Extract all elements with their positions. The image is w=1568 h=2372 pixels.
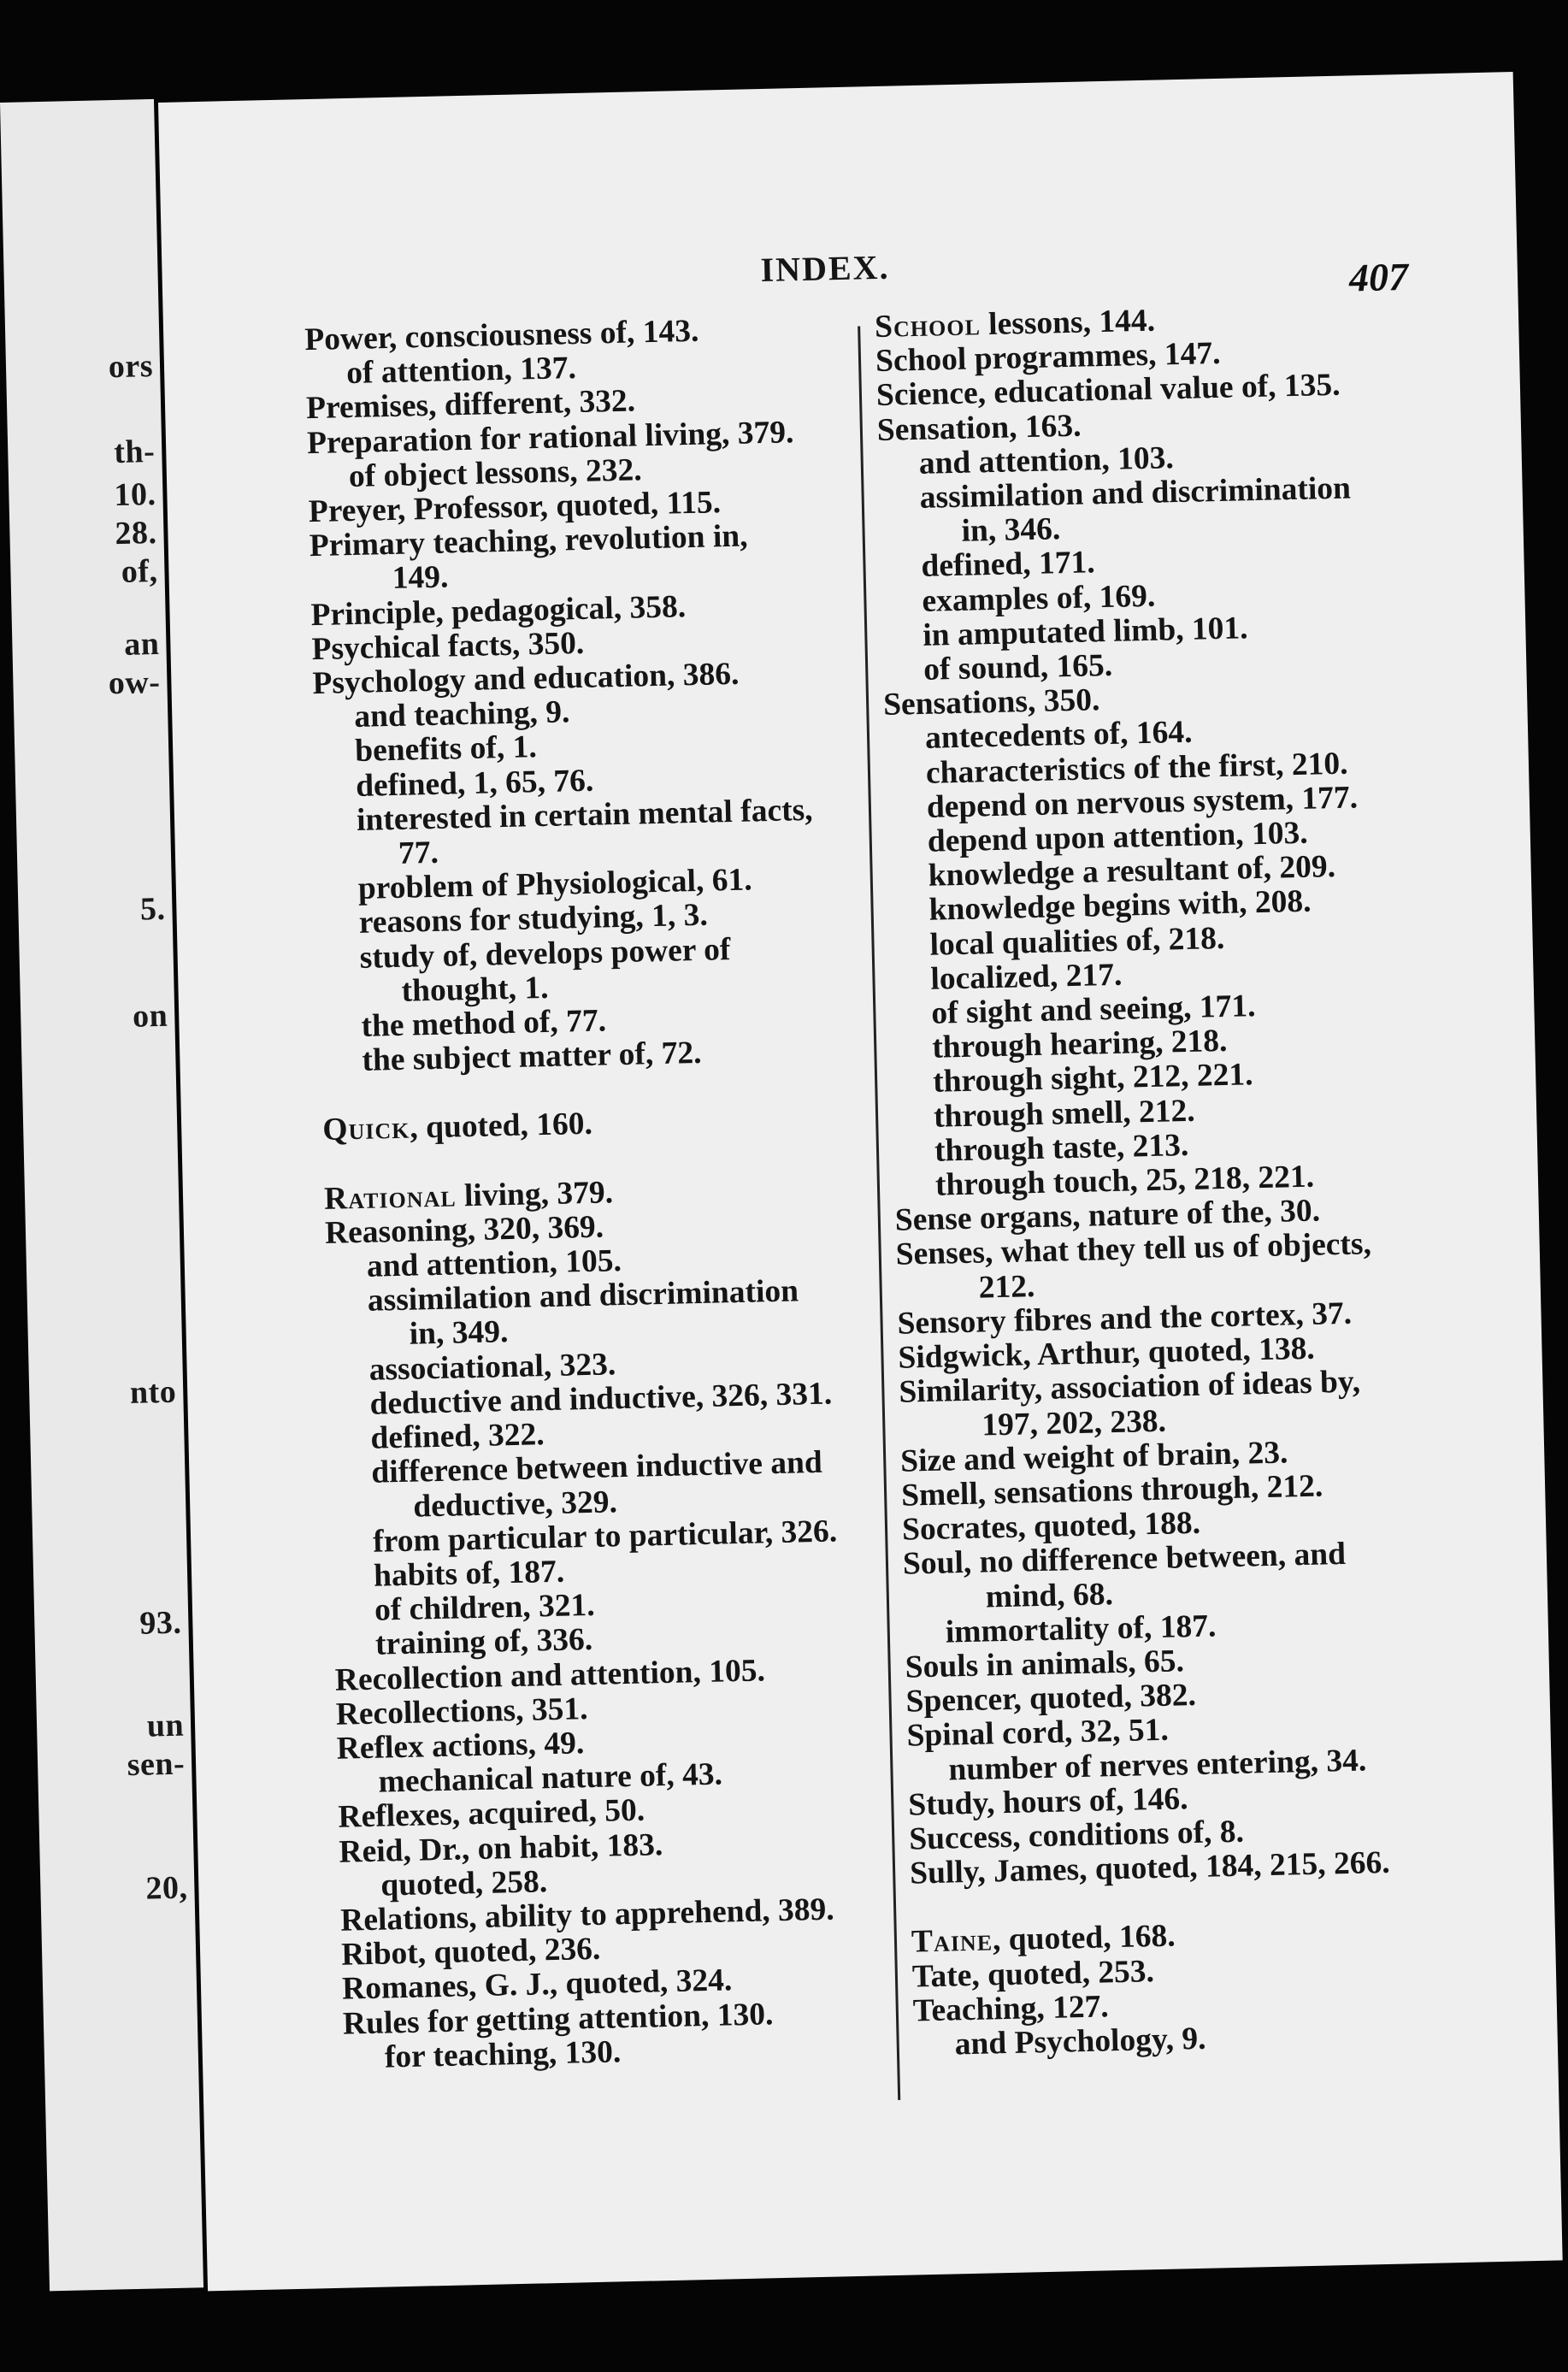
index-entry: Spinal cord, 32, 51. <box>906 1713 1170 1754</box>
index-subentry: knowledge a resultant of, 209. <box>928 849 1336 894</box>
index-subentry: defined, 322. <box>370 1417 545 1456</box>
index-entry-rest: lessons, 144. <box>980 303 1156 343</box>
left-page-fragment: th- <box>113 433 156 471</box>
index-subentry: thought, 1. <box>401 970 549 1009</box>
running-head: INDEX. <box>760 247 890 290</box>
index-entry: Premises, different, 332. <box>305 383 636 427</box>
index-subentry: 149. <box>392 559 449 597</box>
index-subentry: benefits of, 1. <box>354 729 538 770</box>
index-subentry: number of nerves entering, 34. <box>948 1742 1367 1788</box>
index-entry: Smell, sensations through, 212. <box>900 1468 1323 1513</box>
index-entry: Principle, pedagogical, 358. <box>310 588 687 633</box>
index-entry: Reflexes, acquired, 50. <box>338 1792 645 1836</box>
index-subentry: localized, 217. <box>930 957 1123 997</box>
index-entry: Size and weight of brain, 23. <box>899 1435 1288 1479</box>
index-subentry: from particular to particular, 326. <box>372 1513 838 1560</box>
index-subentry: defined, 1, 65, 76. <box>355 763 594 804</box>
index-entry: Primary teaching, revolution in, <box>309 518 748 564</box>
index-subentry: characteristics of the first, 210. <box>925 746 1348 791</box>
left-page-fragment: un <box>146 1707 185 1744</box>
index-entry: Recollection and attention, 105. <box>334 1652 766 1698</box>
index-entry: Sensation, 163. <box>876 408 1082 448</box>
index-subentry: in, 349. <box>409 1314 509 1353</box>
index-subentry: study of, develops power of <box>359 931 731 976</box>
index-subentry: through hearing, 218. <box>931 1024 1228 1066</box>
left-page-fragment: of, <box>121 552 158 590</box>
index-subentry: deductive, 329. <box>412 1484 618 1525</box>
index-entry: Reid, Dr., on habit, 183. <box>339 1826 663 1870</box>
index-subentry: 77. <box>398 835 439 871</box>
index-entry: Socrates, quoted, 188. <box>901 1505 1201 1548</box>
left-page-fragment: 28. <box>114 514 157 552</box>
left-page-fragment: sen- <box>127 1745 186 1784</box>
index-subentry: local qualities of, 218. <box>929 920 1225 963</box>
index-entry: Power, consciousness of, 143. <box>304 313 699 358</box>
index-subentry: associational, 323. <box>368 1346 616 1388</box>
index-subentry: and attention, 103. <box>918 440 1175 481</box>
index-entry: Souls in animals, 65. <box>905 1643 1185 1685</box>
index-subentry: antecedents of, 164. <box>924 715 1193 757</box>
index-entry: Romanes, G. J., quoted, 324. <box>341 1962 733 2008</box>
index-entry: Sensations, 350. <box>882 682 1100 723</box>
index-subentry: depend upon attention, 103. <box>927 815 1309 859</box>
index-entry: Similarity, association of ideas by, <box>898 1364 1361 1411</box>
index-subentry: interested in certain mental facts, <box>356 792 813 838</box>
index-subentry: difference between inductive and <box>370 1445 823 1491</box>
index-subentry: through smell, 212. <box>933 1093 1196 1135</box>
index-column-right <box>875 298 1461 2063</box>
index-subentry: problem of Physiological, 61. <box>357 862 753 907</box>
index-page <box>158 72 1563 2291</box>
index-subentry: mind, 68. <box>985 1576 1114 1615</box>
index-entry: Sully, James, quoted, 184, 215, 266. <box>909 1844 1391 1891</box>
index-entry: Relations, ability to apprehend, 389. <box>339 1891 835 1938</box>
index-entry: Teaching, 127. <box>912 1989 1110 2029</box>
left-page-fragment: ow- <box>108 664 161 702</box>
page-number: 407 <box>1348 254 1409 300</box>
index-entry: Rules for getting attention, 130. <box>342 1996 774 2042</box>
index-subentry: of object lessons, 232. <box>348 452 643 494</box>
index-subentry: 212. <box>978 1268 1035 1306</box>
index-entry: School programmes, 147. <box>875 336 1221 380</box>
left-page-fragment: an <box>123 625 160 663</box>
index-subentry: defined, 171. <box>921 545 1096 585</box>
index-subentry: 197, 202, 238. <box>981 1403 1167 1443</box>
index-subentry: the method of, 77. <box>361 1003 607 1044</box>
index-entry: Senses, what they tell us of objects, <box>895 1226 1372 1273</box>
left-page-fragment: ors <box>108 348 154 386</box>
left-page-fragment: nto <box>129 1373 177 1411</box>
index-subentry: through touch, 25, 218, 221. <box>934 1159 1315 1203</box>
left-page-fragment: 93. <box>139 1604 182 1642</box>
index-subentry: of attention, 137. <box>345 351 577 392</box>
index-column-left <box>304 311 891 2076</box>
index-entry: Sidgwick, Arthur, quoted, 138. <box>898 1331 1316 1376</box>
index-entry: Psychical facts, 350. <box>311 625 585 667</box>
index-letter-lead: Rational <box>323 1178 457 1217</box>
index-entry: Sensory fibres and the cortex, 37. <box>897 1295 1353 1342</box>
index-entry: Soul, no difference between, and <box>902 1537 1347 1582</box>
index-entry: Ribot, quoted, 236. <box>340 1931 601 1973</box>
index-subentry: in, 346. <box>961 511 1061 550</box>
index-entry: Spencer, quoted, 382. <box>905 1678 1197 1720</box>
index-subentry: immortality of, 187. <box>945 1608 1217 1650</box>
left-page-fragment: on <box>132 997 168 1035</box>
index-entry: Preparation for rational living, 379. <box>306 414 794 461</box>
index-subentry: knowledge begins with, 208. <box>928 884 1312 929</box>
left-page-fragment: 5. <box>139 890 166 928</box>
index-subentry: in amputated limb, 101. <box>922 611 1249 653</box>
index-subentry: assimilation and discrimination <box>919 470 1352 516</box>
index-subentry: and teaching, 9. <box>353 694 570 735</box>
index-entry: Reflex actions, 49. <box>336 1726 585 1767</box>
index-subentry: the subject matter of, 72. <box>362 1036 702 1079</box>
index-subentry: and attention, 105. <box>366 1243 622 1284</box>
left-page-fragment: 20, <box>144 1869 188 1907</box>
index-subentry: mechanical nature of, 43. <box>378 1756 723 1800</box>
index-subentry: deductive and inductive, 326, 331. <box>369 1376 833 1422</box>
index-letter-lead: Taine <box>911 1922 993 1960</box>
index-subentry: for teaching, 130. <box>384 2034 622 2075</box>
index-entry: Reasoning, 320, 369. <box>324 1209 604 1251</box>
index-entry: Preyer, Professor, quoted, 115. <box>308 485 722 530</box>
index-subentry: through taste, 213. <box>934 1127 1189 1169</box>
index-subentry: depend on nervous system, 177. <box>926 780 1359 825</box>
index-entry: Science, educational value of, 135. <box>875 368 1341 414</box>
index-entry: Success, conditions of, 8. <box>908 1814 1245 1857</box>
index-subentry: through sight, 212, 221. <box>932 1057 1253 1100</box>
index-subentry: of children, 321. <box>374 1587 596 1628</box>
index-subentry: assimilation and discrimination <box>367 1273 799 1319</box>
index-entry: Sense organs, nature of the, 30. <box>894 1193 1321 1239</box>
index-subentry: habits of, 187. <box>373 1554 565 1594</box>
index-entry: Psychology and education, 386. <box>311 656 740 702</box>
index-subentry: of sight and seeing, 171. <box>930 988 1256 1031</box>
index-letter-lead: Quick <box>321 1111 410 1148</box>
index-subentry: and Psychology, 9. <box>954 2021 1206 2062</box>
index-subentry: examples of, 169. <box>921 578 1156 619</box>
index-entry-rest: , quoted, 168. <box>992 1918 1176 1958</box>
index-entry-rest: , quoted, 160. <box>409 1106 593 1147</box>
left-page-fragment: 10. <box>113 475 156 514</box>
index-subentry: quoted, 258. <box>380 1863 548 1903</box>
index-entry: Study, hours of, 146. <box>907 1780 1188 1823</box>
index-subentry: of sound, 165. <box>923 647 1113 687</box>
index-subentry: reasons for studying, 1, 3. <box>358 898 709 941</box>
index-entry-rest: living, 379. <box>456 1174 614 1214</box>
index-entry: Tate, quoted, 253. <box>911 1953 1155 1995</box>
index-subentry: training of, 336. <box>374 1622 593 1663</box>
index-letter-lead: School <box>874 307 981 345</box>
index-entry: Recollections, 351. <box>335 1690 588 1732</box>
